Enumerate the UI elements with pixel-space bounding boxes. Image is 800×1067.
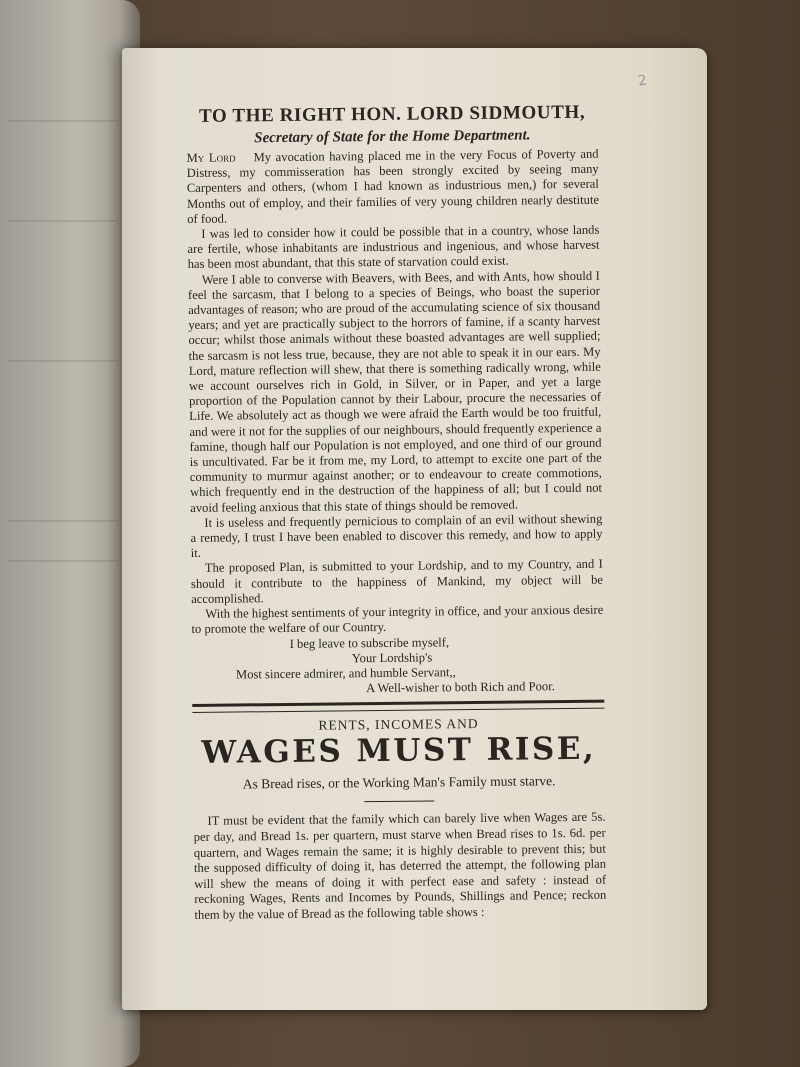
letter-paragraph: I was led to consider how it could be possible that in a country, whose lands are fertile, whose inhabitants are industrious and ingenious, and whose harvest has been most abundant, that this state of starvation could exist. xyxy=(187,222,600,272)
section-heading: WAGES MUST RISE, xyxy=(201,731,597,772)
page-content xyxy=(186,101,607,924)
letter-paragraph: Were I able to converse with Beavers, with Bees, and with Ants, how should I feel the sarcasm, that I belong to a species of Beings, who boast the superior advantages of reason; who are proud of the accumulating science of six thousand years; and yet are practically subject to the horrors of famine, if a scanty harvest occur; whilst those animals without these boasted advantages are well supplied; the sarcasm is not less true, because, they are not able to speak it in our ears. My Lord, mature reflection will shew, that there is something radically wrong, while we account ourselves rich in Gold, in Silver, or in Paper, and yet a large proportion of the Population cannot by their Labour, procure the necessaries of Life. We absolutely act as though we were afraid the Earth would be too fruitful, and were it not for the supplies of our neighbours, should frequently experience a famine, though half our Population is not employed, and one third of our ground is uncultivated. Far be it from me, my Lord, to attempt to excite one part of the community to murmur against another; or to endeavour to create commotions, which frequently end in the destruction of the happiness of all; but I could not avoid feeling anxious that this state of things should be removed. xyxy=(187,268,603,515)
letter-paragraph: My Lord My avocation having placed me in the very Focus of Poverty and Distress, my commisseration has been strongly excited by seeing many Carpenters and others, (whom I had known as industrious men,) for several Months out of employ, and their families of very young children nearly destitute of food. xyxy=(186,146,600,226)
letter-paragraph: The proposed Plan, is submitted to your Lordship, and to my Country, and I should it contribute to the happiness of Mankind, my object will be accomplished. xyxy=(190,557,604,606)
closing-line: Your Lordship's xyxy=(351,650,433,665)
facing-page xyxy=(0,0,140,1067)
letter-subtitle: Secretary of State for the Home Department. xyxy=(254,127,531,147)
section-subheading: As Bread rises, or the Working Man's Family must starve. xyxy=(242,773,556,792)
signature: A Well-wisher to both Rich and Poor. xyxy=(366,679,555,696)
page-number: 2 xyxy=(636,72,649,90)
letter-body xyxy=(186,147,603,638)
letter-paragraph: With the highest sentiments of your integrity in office, and your anxious desire to promote the welfare of our Country. xyxy=(191,602,604,637)
section-divider xyxy=(192,700,604,713)
closing-line: Most sincere admirer, and humble Servant,, xyxy=(235,665,456,682)
short-divider xyxy=(364,801,434,803)
letter-title: TO THE RIGHT HON. LORD SIDMOUTH, xyxy=(198,101,586,127)
section-paragraph: IT must be evident that the family which can barely live when Wages are 5s. per day, and Bread 1s. per quartern, must starve when Bread rises to 1s. 6d. per quartern, and Wages remain the same; it is highly desirable to prevent this; but the supposed difficulty of doing it, has deterred the attempt, the following plan will shew the means of doing it with perfect ease and safety : instead of reckoning Wages, Rents and Incomes by Pounds, Shillings and Pence; reckon them by the value of Bread as the following table shows : xyxy=(193,809,607,922)
salutation: My Lord xyxy=(186,150,236,165)
letter-paragraph: It is useless and frequently pernicious to complain of an evil without shewing a remedy, I trust I have been enabled to discover this remedy, and how to apply it. xyxy=(190,511,603,561)
section-body xyxy=(193,810,606,923)
closing-line: I beg leave to subscribe myself, xyxy=(289,634,450,651)
letter-closing xyxy=(192,633,605,698)
section-heading-small: RENTS, INCOMES AND xyxy=(318,716,479,733)
